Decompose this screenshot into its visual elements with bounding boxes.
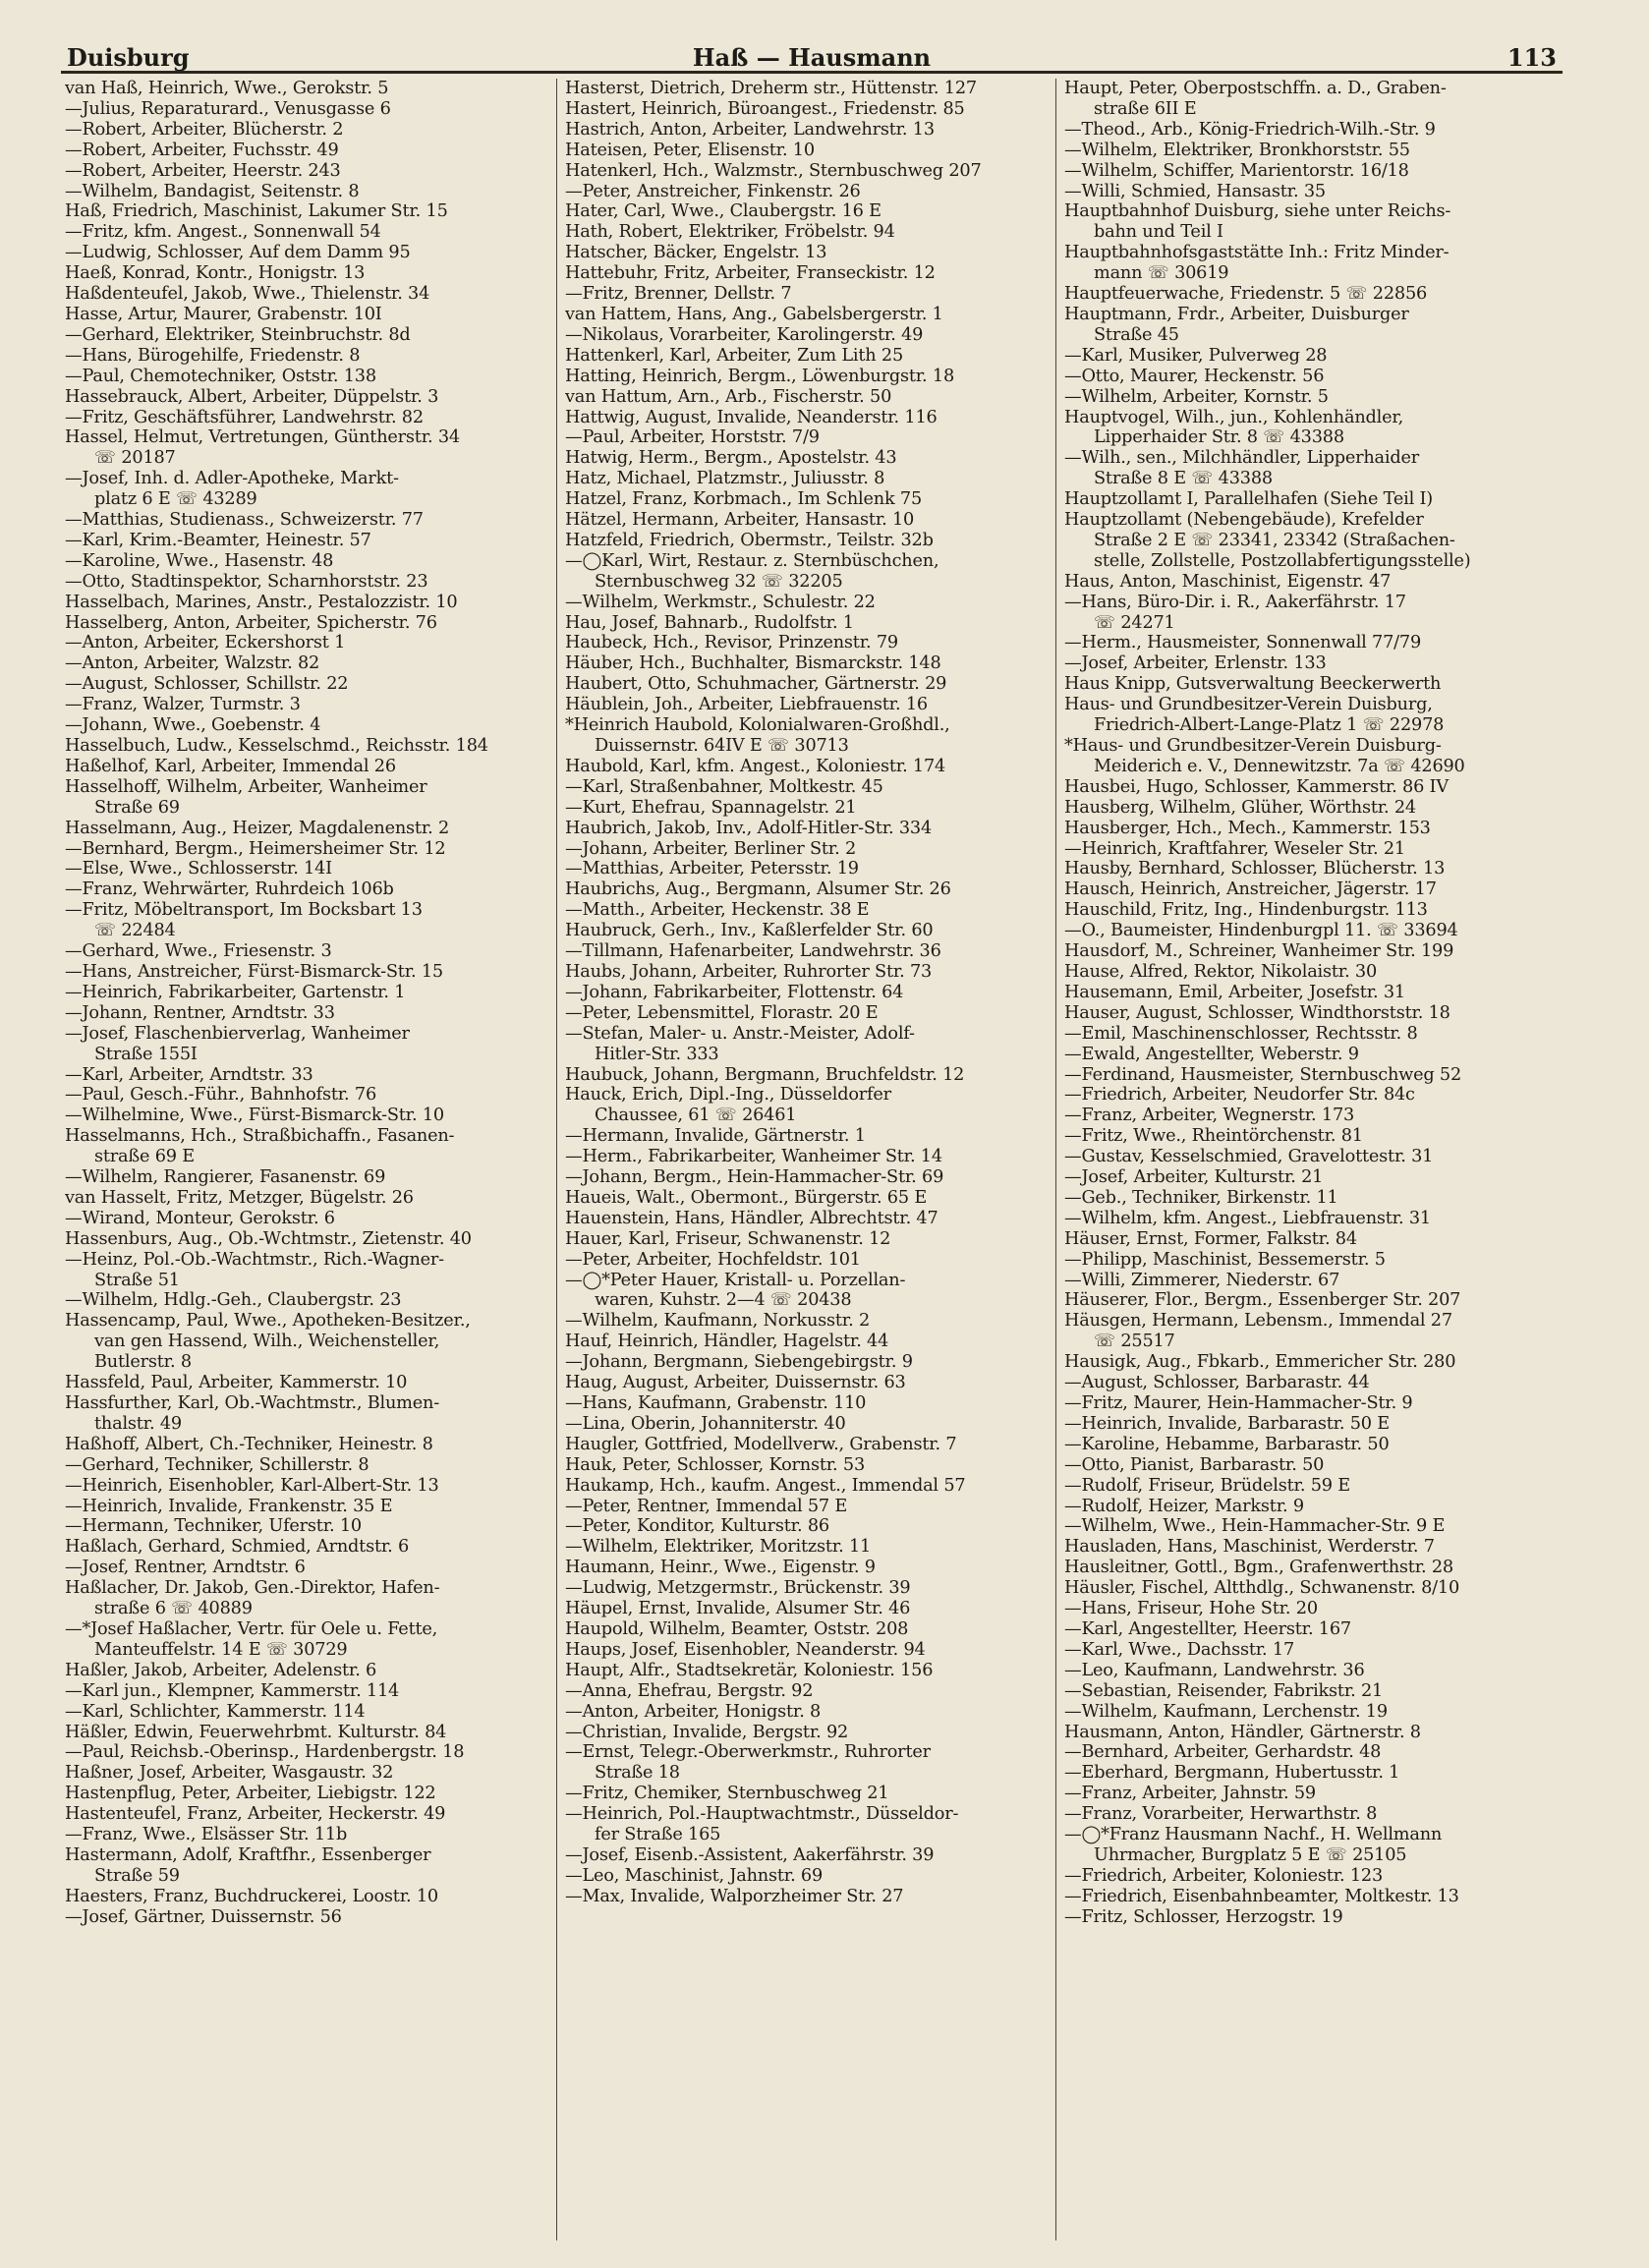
directory-entry: —Geb., Techniker, Birkenstr. 11 xyxy=(1064,1187,1338,1208)
directory-entry: Sternbuschweg 32 ☏ 32205 xyxy=(595,571,843,592)
directory-entry: Hasselmanns, Hch., Straßbichaffn., Fasanen- xyxy=(65,1126,455,1147)
directory-entry: Hatzel, Franz, Korbmach., Im Schlenk 75 xyxy=(565,489,922,510)
directory-entry: Haßlacher, Dr. Jakob, Gen.-Direktor, Hafen- xyxy=(65,1578,440,1599)
directory-entry: —Franz, Wehrwärter, Ruhrdeich 106b xyxy=(65,879,394,900)
directory-entry: —Otto, Pianist, Barbarastr. 50 xyxy=(1064,1454,1325,1475)
directory-entry: —Paul, Reichsb.-Oberinsp., Hardenbergstr. 18 xyxy=(65,1742,465,1763)
directory-entry: —Gerhard, Techniker, Schillerstr. 8 xyxy=(65,1454,370,1475)
directory-entry: Haups, Josef, Eisenhobler, Neanderstr. 94 xyxy=(565,1639,926,1660)
directory-entry: Haubert, Otto, Schuhmacher, Gärtnerstr. 29 xyxy=(565,674,947,695)
directory-entry: Straße 51 xyxy=(94,1270,180,1290)
directory-entry: ☏ 22484 xyxy=(94,921,176,941)
directory-entry: —Ludwig, Schlosser, Auf dem Damm 95 xyxy=(65,243,411,263)
directory-entry: Hatwig, Herm., Bergm., Apostelstr. 43 xyxy=(565,448,897,469)
directory-entry: Hasselhoff, Wilhelm, Arbeiter, Wanheimer xyxy=(65,776,427,797)
directory-entry: —Johann, Arbeiter, Berliner Str. 2 xyxy=(565,838,857,859)
directory-entry: Hauser, August, Schlosser, Windthorststr. 18 xyxy=(1064,1002,1450,1023)
directory-entry: Haupold, Wilhelm, Beamter, Oststr. 208 xyxy=(565,1618,909,1639)
directory-entry: Hitler-Str. 333 xyxy=(595,1044,719,1064)
directory-entry: —Stefan, Maler- u. Anstr.-Meister, Adolf- xyxy=(565,1023,915,1044)
directory-entry: Hauck, Erich, Dipl.-Ing., Düsseldorfer xyxy=(565,1085,891,1106)
directory-entry: —Wilhelm, Werkmstr., Schulestr. 22 xyxy=(565,592,876,612)
directory-entry: —Heinrich, Fabrikarbeiter, Gartenstr. 1 xyxy=(65,982,406,1002)
directory-entry: Straße 45 xyxy=(1094,324,1179,345)
directory-entry: —Kurt, Ehefrau, Spannagelstr. 21 xyxy=(565,797,857,818)
directory-entry: Straße 8 E ☏ 43388 xyxy=(1094,469,1273,489)
directory-entry: Hausdorf, M., Schreiner, Wanheimer Str. 199 xyxy=(1064,941,1454,962)
directory-entry: Haus- und Grundbesitzer-Verein Duisburg, xyxy=(1064,695,1433,715)
directory-entry: —Leo, Maschinist, Jahnstr. 69 xyxy=(565,1865,824,1886)
directory-entry: Hatting, Heinrich, Bergm., Löwenburgstr. 18 xyxy=(565,366,955,386)
directory-entry: Hasterst, Dietrich, Dreherm str., Hüttenstr. 127 xyxy=(565,79,977,98)
directory-entry: —Franz, Walzer, Turmstr. 3 xyxy=(65,695,301,715)
directory-entry: —Robert, Arbeiter, Heerstr. 243 xyxy=(65,160,341,181)
directory-entry: —Karl, Krim.-Beamter, Heinestr. 57 xyxy=(65,530,371,550)
directory-entry: —Karl jun., Klempner, Kammerstr. 114 xyxy=(65,1680,400,1701)
directory-entry: —Wilhelm, Hdlg.-Geh., Claubergstr. 23 xyxy=(65,1290,402,1311)
directory-entry: Haupt, Alfr., Stadtsekretär, Koloniestr. 156 xyxy=(565,1660,934,1680)
directory-entry: —Emil, Maschinenschlosser, Rechtsstr. 8 xyxy=(1064,1023,1418,1044)
directory-entry: —Wirand, Monteur, Gerokstr. 6 xyxy=(65,1208,335,1228)
directory-entry: —Herm., Hausmeister, Sonnenwall 77/79 xyxy=(1064,633,1422,653)
directory-entry: straße 6II E xyxy=(1094,98,1197,119)
directory-entry: —Peter, Arbeiter, Hochfeldstr. 101 xyxy=(565,1249,861,1270)
directory-entry: —Peter, Anstreicher, Finkenstr. 26 xyxy=(565,181,861,201)
directory-entry: Hauptzollamt (Nebengebäude), Krefelder xyxy=(1064,510,1424,531)
directory-entry: —Willi, Schmied, Hansastr. 35 xyxy=(1064,181,1326,201)
directory-entry: —Josef, Gärtner, Duissernstr. 56 xyxy=(65,1906,342,1927)
directory-entry: —Franz, Vorarbeiter, Herwarthstr. 8 xyxy=(1064,1804,1378,1825)
header-range: Haß — Hausmann xyxy=(692,43,932,72)
directory-entry: Hause, Alfred, Rektor, Nikolaistr. 30 xyxy=(1064,961,1378,982)
directory-entry: Hassfurther, Karl, Ob.-Wachtmstr., Blumen- xyxy=(65,1393,439,1413)
directory-entry: —Paul, Chemotechniker, Oststr. 138 xyxy=(65,366,376,386)
directory-entry: Hassenburs, Aug., Ob.-Wchtmstr., Zietenstr. 40 xyxy=(65,1228,472,1249)
directory-entry: thalstr. 49 xyxy=(94,1413,182,1434)
directory-column-2 xyxy=(565,79,1052,2240)
directory-entry: Haßner, Josef, Arbeiter, Wasgaustr. 32 xyxy=(65,1763,394,1784)
page-header xyxy=(61,37,1563,74)
directory-entry: van Hattum, Arn., Arb., Fischerstr. 50 xyxy=(565,386,892,407)
directory-entry: —Wilhelm, kfm. Angest., Liebfrauenstr. 31 xyxy=(1064,1208,1431,1228)
directory-entry: Straße 59 xyxy=(94,1865,180,1886)
directory-entry: *Heinrich Haubold, Kolonialwaren-Großhdl., xyxy=(565,715,950,736)
directory-entry: Hatenkerl, Hch., Walzmstr., Sternbuschweg 207 xyxy=(565,160,982,181)
directory-entry: —Friedrich, Arbeiter, Koloniestr. 123 xyxy=(1064,1865,1384,1886)
directory-entry: —Peter, Rentner, Immendal 57 E xyxy=(565,1496,848,1516)
directory-entry: Friedrich-Albert-Lange-Platz 1 ☏ 22978 xyxy=(1094,715,1445,736)
directory-entry: —Josef, Arbeiter, Erlenstr. 133 xyxy=(1064,653,1327,674)
directory-entry: Hausladen, Hans, Maschinist, Werderstr. 7 xyxy=(1064,1537,1435,1558)
directory-entry: Hausigk, Aug., Fbkarb., Emmericher Str. 280 xyxy=(1064,1352,1456,1373)
directory-entry: —Karl, Schlichter, Kammerstr. 114 xyxy=(65,1701,366,1722)
directory-entry: —Fritz, Wwe., Rheintörchenstr. 81 xyxy=(1064,1126,1363,1147)
directory-entry: Hastenteufel, Franz, Arbeiter, Heckerstr. 49 xyxy=(65,1804,446,1825)
directory-entry: —Josef, Inh. d. Adler-Apotheke, Markt- xyxy=(65,469,399,489)
directory-entry: —Karl, Musiker, Pulverweg 28 xyxy=(1064,345,1328,366)
directory-entry: Hater, Carl, Wwe., Claubergstr. 16 E xyxy=(565,201,881,222)
directory-entry: Häusgen, Hermann, Lebensm., Immendal 27 xyxy=(1064,1311,1452,1332)
directory-entry: Hassencamp, Paul, Wwe., Apotheken-Besitzer., xyxy=(65,1311,471,1332)
directory-entry: —August, Schlosser, Schillstr. 22 xyxy=(65,674,349,695)
directory-entry: —Matthias, Studienass., Schweizerstr. 77 xyxy=(65,510,424,531)
directory-entry: Hatzfeld, Friedrich, Obermstr., Teilstr. 32b xyxy=(565,530,934,550)
directory-entry: Hassel, Helmut, Vertretungen, Güntherstr. 34 xyxy=(65,427,460,448)
directory-entry: Hauenstein, Hans, Händler, Albrechtstr. 47 xyxy=(565,1208,938,1228)
directory-entry: Butlerstr. 8 xyxy=(94,1352,192,1373)
directory-entry: —Bernhard, Arbeiter, Gerhardstr. 48 xyxy=(1064,1742,1382,1763)
directory-entry: —Julius, Reparaturard., Venusgasse 6 xyxy=(65,98,391,119)
directory-entry: van Hattem, Hans, Ang., Gabelsbergerstr. 1 xyxy=(565,304,943,324)
directory-entry: Haug, August, Arbeiter, Duissernstr. 63 xyxy=(565,1373,906,1393)
directory-entry: —Hans, Friseur, Hohe Str. 20 xyxy=(1064,1599,1318,1619)
directory-entry: —Wilhelm, Kaufmann, Lerchenstr. 19 xyxy=(1064,1701,1388,1722)
directory-entry: Häuber, Hch., Buchhalter, Bismarckstr. 148 xyxy=(565,653,941,674)
directory-entry: platz 6 E ☏ 43289 xyxy=(94,489,257,510)
directory-entry: Haubs, Johann, Arbeiter, Ruhrorter Str. 73 xyxy=(565,961,933,982)
directory-entry: Haukamp, Hch., kaufm. Angest., Immendal 57 xyxy=(565,1475,966,1496)
directory-entry: —Wilh., sen., Milchhändler, Lipperhaider xyxy=(1064,448,1419,469)
column-divider xyxy=(1055,79,1056,2240)
directory-entry: —Peter, Lebensmittel, Florastr. 20 E xyxy=(565,1002,879,1023)
directory-entry: —Robert, Arbeiter, Fuchsstr. 49 xyxy=(65,140,339,160)
directory-entry: —Heinz, Pol.-Ob.-Wachtmstr., Rich.-Wagner- xyxy=(65,1249,444,1270)
directory-entry: —Wilhelm, Elektriker, Moritzstr. 11 xyxy=(565,1537,872,1558)
directory-entry: Hateisen, Peter, Elisenstr. 10 xyxy=(565,140,815,160)
directory-entry: —Bernhard, Bergm., Heimersheimer Str. 12 xyxy=(65,838,446,859)
header-city: Duisburg xyxy=(67,43,190,72)
directory-entry: —Eberhard, Bergmann, Hubertusstr. 1 xyxy=(1064,1763,1400,1784)
directory-entry: waren, Kuhstr. 2—4 ☏ 20438 xyxy=(595,1290,852,1311)
directory-entry: —Ludwig, Metzgermstr., Brückenstr. 39 xyxy=(565,1578,911,1599)
directory-entry: straße 6 ☏ 40889 xyxy=(94,1599,253,1619)
directory-entry: —Hans, Kaufmann, Grabenstr. 110 xyxy=(565,1393,867,1413)
directory-entry: —Hermann, Techniker, Uferstr. 10 xyxy=(65,1516,362,1537)
directory-entry: straße 69 E xyxy=(94,1147,195,1167)
directory-entry: Hausemann, Emil, Arbeiter, Josefstr. 31 xyxy=(1064,982,1405,1002)
directory-entry: Hattenkerl, Karl, Arbeiter, Zum Lith 25 xyxy=(565,345,904,366)
directory-entry: —Josef, Arbeiter, Kulturstr. 21 xyxy=(1064,1167,1324,1188)
directory-entry: —Josef, Eisenb.-Assistent, Aakerfährstr. 39 xyxy=(565,1844,935,1865)
directory-entry: —Sebastian, Reisender, Fabrikstr. 21 xyxy=(1064,1680,1384,1701)
directory-entry: Hasselberg, Anton, Arbeiter, Spicherstr. 76 xyxy=(65,612,437,633)
directory-entry: —Karl, Arbeiter, Arndtstr. 33 xyxy=(65,1064,313,1085)
directory-entry: Hauptfeuerwache, Friedenstr. 5 ☏ 22856 xyxy=(1064,284,1428,305)
directory-entry: Straße 2 E ☏ 23341, 23342 (Straßachen- xyxy=(1094,530,1455,550)
directory-entry: Haubrich, Jakob, Inv., Adolf-Hitler-Str. 334 xyxy=(565,818,933,838)
directory-entry: —Karoline, Wwe., Hasenstr. 48 xyxy=(65,550,334,571)
directory-entry: Haubrichs, Aug., Bergmann, Alsumer Str. 26 xyxy=(565,879,951,900)
directory-entry: —Fritz, Möbeltransport, Im Bocksbart 13 xyxy=(65,900,423,921)
directory-entry: —Wilhelmine, Wwe., Fürst-Bismarck-Str. 10 xyxy=(65,1106,444,1126)
directory-entry: —Wilhelm, Schiffer, Marientorstr. 16/18 xyxy=(1064,160,1409,181)
directory-entry: —Johann, Fabrikarbeiter, Flottenstr. 64 xyxy=(565,982,904,1002)
directory-entry: —Fritz, Chemiker, Sternbuschweg 21 xyxy=(565,1784,889,1804)
directory-entry: Hauptmann, Frdr., Arbeiter, Duisburger xyxy=(1064,304,1409,324)
directory-entry: Haupt, Peter, Oberpostschffn. a. D., Graben- xyxy=(1064,79,1447,98)
directory-entry: Hatscher, Bäcker, Engelstr. 13 xyxy=(565,243,827,263)
directory-entry: —*Josef Haßlacher, Vertr. für Oele u. Fette, xyxy=(65,1618,438,1639)
directory-entry: Häuser, Ernst, Former, Falkstr. 84 xyxy=(1064,1228,1357,1249)
directory-entry: Straße 69 xyxy=(94,797,180,818)
directory-entry: *Haus- und Grundbesitzer-Verein Duisburg- xyxy=(1064,736,1442,756)
directory-entry: Straße 18 xyxy=(595,1763,680,1784)
directory-entry: stelle, Zollstelle, Postzollabfertigungsstelle) xyxy=(1094,550,1471,571)
directory-entry: Hauptbahnhof Duisburg, siehe unter Reichs- xyxy=(1064,201,1451,222)
directory-entry: —Heinrich, Pol.-Hauptwachtmstr., Düsseldor- xyxy=(565,1804,959,1825)
directory-entry: Hauk, Peter, Schlosser, Kornstr. 53 xyxy=(565,1454,866,1475)
directory-entry: Haßler, Jakob, Arbeiter, Adelenstr. 6 xyxy=(65,1660,377,1680)
directory-entry: —Matthias, Arbeiter, Petersstr. 19 xyxy=(565,859,859,879)
directory-entry: Hausby, Bernhard, Schlosser, Blücherstr. 13 xyxy=(1064,859,1446,879)
directory-entry: —Matth., Arbeiter, Heckenstr. 38 E xyxy=(565,900,870,921)
directory-entry: —◯*Franz Hausmann Nachf., H. Wellmann xyxy=(1064,1825,1443,1845)
directory-entry: ☏ 25517 xyxy=(1094,1332,1175,1352)
directory-entry: Haß, Friedrich, Maschinist, Lakumer Str. 15 xyxy=(65,201,448,222)
directory-entry: —Ernst, Telegr.-Oberwerkmstr., Ruhrorter xyxy=(565,1742,931,1763)
directory-entry: Meiderich e. V., Dennewitzstr. 7a ☏ 42690 xyxy=(1094,756,1465,776)
directory-entry: —Heinrich, Eisenhobler, Karl-Albert-Str. 13 xyxy=(65,1475,439,1496)
directory-entry: Haßelhof, Karl, Arbeiter, Immendal 26 xyxy=(65,756,396,776)
directory-entry: —Anton, Arbeiter, Walzstr. 82 xyxy=(65,653,320,674)
directory-entry: —Leo, Kaufmann, Landwehrstr. 36 xyxy=(1064,1660,1365,1680)
directory-column-1 xyxy=(65,79,551,2240)
directory-entry: —Willi, Zimmerer, Niederstr. 67 xyxy=(1064,1270,1340,1290)
directory-entry: —Herm., Fabrikarbeiter, Wanheimer Str. 14 xyxy=(565,1147,942,1167)
directory-entry: —Johann, Wwe., Goebenstr. 4 xyxy=(65,715,321,736)
directory-entry: Haus, Anton, Maschinist, Eigenstr. 47 xyxy=(1064,571,1392,592)
directory-entry: Hastrich, Anton, Arbeiter, Landwehrstr. 13 xyxy=(565,119,935,140)
directory-entry: Häuserer, Flor., Bergm., Essenberger Str. 207 xyxy=(1064,1290,1461,1311)
directory-entry: —Wilhelm, Kaufmann, Norkusstr. 2 xyxy=(565,1311,871,1332)
directory-entry: —Paul, Gesch.-Führ., Bahnhofstr. 76 xyxy=(65,1085,376,1106)
directory-entry: Hastermann, Adolf, Kraftfhr., Essenberger xyxy=(65,1844,431,1865)
directory-entry: Hastert, Heinrich, Büroangest., Friedenstr. 85 xyxy=(565,98,965,119)
directory-entry: Häublein, Joh., Arbeiter, Liebfrauenstr. 16 xyxy=(565,695,928,715)
directory-entry: —Karl, Angestellter, Heerstr. 167 xyxy=(1064,1618,1351,1639)
directory-entry: —Johann, Rentner, Arndtstr. 33 xyxy=(65,1002,335,1023)
directory-entry: Hatz, Michael, Platzmstr., Juliusstr. 8 xyxy=(565,469,885,489)
directory-entry: Haueis, Walt., Obermont., Bürgerstr. 65 E xyxy=(565,1187,928,1208)
directory-entry: —◯*Peter Hauer, Kristall- u. Porzellan- xyxy=(565,1270,906,1290)
directory-entry: —Wilhelm, Rangierer, Fasanenstr. 69 xyxy=(65,1167,386,1188)
directory-entry: Straße 155I xyxy=(94,1044,198,1064)
directory-entry: —Johann, Bergmann, Siebengebirgstr. 9 xyxy=(565,1352,913,1373)
directory-entry: ☏ 24271 xyxy=(1094,612,1175,633)
directory-entry: Hastenpflug, Peter, Arbeiter, Liebigstr. 122 xyxy=(65,1784,436,1804)
directory-entry: Hasselbach, Marines, Anstr., Pestalozzistr. 10 xyxy=(65,592,458,612)
directory-entry: Hauptvogel, Wilh., jun., Kohlenhändler, xyxy=(1064,407,1404,427)
page-number: 113 xyxy=(1507,43,1557,72)
directory-entry: van Haß, Heinrich, Wwe., Gerokstr. 5 xyxy=(65,79,389,98)
directory-entry: —Rudolf, Heizer, Markstr. 9 xyxy=(1064,1496,1304,1516)
directory-entry: —Heinrich, Kraftfahrer, Weseler Str. 21 xyxy=(1064,838,1405,859)
directory-entry: Hassfeld, Paul, Arbeiter, Kammerstr. 10 xyxy=(65,1373,408,1393)
directory-entry: —Ferdinand, Hausmeister, Sternbuschweg 52 xyxy=(1064,1064,1462,1085)
directory-entry: —Gerhard, Wwe., Friesenstr. 3 xyxy=(65,941,332,962)
directory-entry: —Fritz, Maurer, Hein-Hammacher-Str. 9 xyxy=(1064,1393,1413,1413)
directory-entry: Uhrmacher, Burgplatz 5 E ☏ 25105 xyxy=(1094,1844,1407,1865)
directory-entry: —Philipp, Maschinist, Bessemerstr. 5 xyxy=(1064,1249,1386,1270)
directory-entry: Hattebuhr, Fritz, Arbeiter, Franseckistr. 12 xyxy=(565,263,936,284)
directory-entry: Hausch, Heinrich, Anstreicher, Jägerstr. 17 xyxy=(1064,879,1437,900)
directory-entry: Hasselmann, Aug., Heizer, Magdalenenstr. 2 xyxy=(65,818,450,838)
directory-entry: van gen Hassend, Wilh., Weichensteller, xyxy=(94,1332,440,1352)
directory-entry: —Hans, Büro-Dir. i. R., Aakerfährstr. 17 xyxy=(1064,592,1406,612)
directory-entry: Haßhoff, Albert, Ch.-Techniker, Heinestr. 8 xyxy=(65,1434,433,1454)
directory-entry: —Theod., Arb., König-Friedrich-Wilh.-Str. 9 xyxy=(1064,119,1436,140)
directory-entry: van Hasselt, Fritz, Metzger, Bügelstr. 26 xyxy=(65,1187,414,1208)
directory-entry: —Max, Invalide, Walporzheimer Str. 27 xyxy=(565,1886,904,1906)
directory-entry: —Franz, Wwe., Elsässer Str. 11b xyxy=(65,1825,348,1845)
column-divider xyxy=(556,79,557,2240)
directory-entry: —Christian, Invalide, Bergstr. 92 xyxy=(565,1722,849,1742)
directory-entry: Haugler, Gottfried, Modellverw., Grabenstr. 7 xyxy=(565,1434,957,1454)
directory-entry: Hätzel, Hermann, Arbeiter, Hansastr. 10 xyxy=(565,510,915,531)
directory-entry: Haubeck, Hch., Revisor, Prinzenstr. 79 xyxy=(565,633,898,653)
directory-entry: Hausberg, Wilhelm, Glüher, Wörthstr. 24 xyxy=(1064,797,1416,818)
directory-entry: Haubold, Karl, kfm. Angest., Koloniestr. 174 xyxy=(565,756,946,776)
directory-entry: —◯Karl, Wirt, Restaur. z. Sternbüschchen, xyxy=(565,550,939,571)
directory-entry: Hauer, Karl, Friseur, Schwanenstr. 12 xyxy=(565,1228,891,1249)
directory-entry: —Ewald, Angestellter, Weberstr. 9 xyxy=(1064,1044,1359,1064)
directory-entry: —Wilhelm, Bandagist, Seitenstr. 8 xyxy=(65,181,360,201)
directory-entry: —Gerhard, Elektriker, Steinbruchstr. 8d xyxy=(65,324,411,345)
directory-entry: —Rudolf, Friseur, Brüdelstr. 59 E xyxy=(1064,1475,1350,1496)
directory-entry: Häupel, Ernst, Invalide, Alsumer Str. 46 xyxy=(565,1599,911,1619)
directory-entry: —Anton, Arbeiter, Honigstr. 8 xyxy=(565,1701,822,1722)
directory-entry: —Otto, Maurer, Heckenstr. 56 xyxy=(1064,366,1325,386)
directory-entry: —Karl, Straßenbahner, Moltkestr. 45 xyxy=(565,776,883,797)
directory-entry: —Heinrich, Invalide, Barbarastr. 50 E xyxy=(1064,1413,1390,1434)
directory-entry: —Friedrich, Eisenbahnbeamter, Moltkestr. 13 xyxy=(1064,1886,1459,1906)
directory-entry: Häßler, Edwin, Feuerwehrbmt. Kulturstr. 84 xyxy=(65,1722,447,1742)
directory-entry: —Hans, Anstreicher, Fürst-Bismarck-Str. 15 xyxy=(65,961,443,982)
directory-entry: Hattwig, August, Invalide, Neanderstr. 116 xyxy=(565,407,938,427)
directory-entry: —Hermann, Invalide, Gärtnerstr. 1 xyxy=(565,1126,866,1147)
directory-entry: Hau, Josef, Bahnarb., Rudolfstr. 1 xyxy=(565,612,854,633)
directory-entry: fer Straße 165 xyxy=(595,1825,721,1845)
directory-entry: —Fritz, Brenner, Dellstr. 7 xyxy=(565,284,792,305)
directory-entry: Haeß, Konrad, Kontr., Honigstr. 13 xyxy=(65,263,366,284)
directory-entry: Haubuck, Johann, Bergmann, Bruchfeldstr. 12 xyxy=(565,1064,965,1085)
directory-entry: —Nikolaus, Vorarbeiter, Karolingerstr. 49 xyxy=(565,324,924,345)
directory-entry: Haßlach, Gerhard, Schmied, Arndtstr. 6 xyxy=(65,1537,410,1558)
directory-entry: —Lina, Oberin, Johanniterstr. 40 xyxy=(565,1413,846,1434)
directory-entry: Chaussee, 61 ☏ 26461 xyxy=(595,1106,797,1126)
directory-entry: —Fritz, Schlosser, Herzogstr. 19 xyxy=(1064,1906,1343,1927)
directory-entry: Haus Knipp, Gutsverwaltung Beeckerwerth xyxy=(1064,674,1442,695)
directory-entry: —O., Baumeister, Hindenburgpl 11. ☏ 33694 xyxy=(1064,921,1458,941)
directory-entry: —Wilhelm, Arbeiter, Kornstr. 5 xyxy=(1064,386,1329,407)
directory-entry: —Karl, Wwe., Dachsstr. 17 xyxy=(1064,1639,1295,1660)
directory-column-3 xyxy=(1064,79,1551,2240)
directory-entry: Hath, Robert, Elektriker, Fröbelstr. 94 xyxy=(565,222,895,243)
directory-entry: Hauptzollamt I, Parallelhafen (Siehe Teil I) xyxy=(1064,489,1433,510)
directory-entry: Hauf, Heinrich, Händler, Hagelstr. 44 xyxy=(565,1332,889,1352)
directory-entry: ☏ 20187 xyxy=(94,448,176,469)
directory-entry: —August, Schlosser, Barbarastr. 44 xyxy=(1064,1373,1370,1393)
directory-entry: Hauptbahnhofsgaststätte Inh.: Fritz Minder- xyxy=(1064,243,1450,263)
directory-entry: —Fritz, kfm. Angest., Sonnenwall 54 xyxy=(65,222,381,243)
directory-entry: —Fritz, Geschäftsführer, Landwehrstr. 82 xyxy=(65,407,424,427)
directory-entry: Hauschild, Fritz, Ing., Hindenburgstr. 113 xyxy=(1064,900,1428,921)
directory-entry: —Friedrich, Arbeiter, Neudorfer Str. 84c xyxy=(1064,1085,1415,1106)
directory-entry: —Hans, Bürogehilfe, Friedenstr. 8 xyxy=(65,345,361,366)
directory-entry: Haubruck, Gerh., Inv., Kaßlerfelder Str. 60 xyxy=(565,921,934,941)
directory-entry: —Josef, Rentner, Arndtstr. 6 xyxy=(65,1558,306,1578)
directory-entry: —Robert, Arbeiter, Blücherstr. 2 xyxy=(65,119,344,140)
directory-entry: Lipperhaider Str. 8 ☏ 43388 xyxy=(1094,427,1344,448)
directory-entry: Haßdenteufel, Jakob, Wwe., Thielenstr. 34 xyxy=(65,284,430,305)
directory-entry: —Else, Wwe., Schlosserstr. 14I xyxy=(65,859,332,879)
directory-entry: —Peter, Konditor, Kulturstr. 86 xyxy=(565,1516,829,1537)
directory-entry: bahn und Teil I xyxy=(1094,222,1223,243)
directory-entry: —Karoline, Hebamme, Barbarastr. 50 xyxy=(1064,1434,1390,1454)
directory-entry: Hasselbuch, Ludw., Kesselschmd., Reichsstr. 184 xyxy=(65,736,488,756)
directory-entry: Manteuffelstr. 14 E ☏ 30729 xyxy=(94,1639,348,1660)
directory-entry: mann ☏ 30619 xyxy=(1094,263,1229,284)
directory-entry: Haesters, Franz, Buchdruckerei, Loostr. 10 xyxy=(65,1886,438,1906)
directory-entry: Duissernstr. 64IV E ☏ 30713 xyxy=(595,736,849,756)
directory-entry: —Otto, Stadtinspektor, Scharnhorststr. 23 xyxy=(65,571,428,592)
directory-entry: Hausmann, Anton, Händler, Gärtnerstr. 8 xyxy=(1064,1722,1421,1742)
directory-entry: —Paul, Arbeiter, Horststr. 7/9 xyxy=(565,427,820,448)
directory-entry: Hausbei, Hugo, Schlosser, Kammerstr. 86 IV xyxy=(1064,776,1449,797)
directory-entry: —Johann, Bergm., Hein-Hammacher-Str. 69 xyxy=(565,1167,944,1188)
directory-entry: —Josef, Flaschenbierverlag, Wanheimer xyxy=(65,1023,410,1044)
directory-entry: Haumann, Heinr., Wwe., Eigenstr. 9 xyxy=(565,1558,876,1578)
directory-entry: —Anton, Arbeiter, Eckershorst 1 xyxy=(65,633,346,653)
directory-entry: —Wilhelm, Wwe., Hein-Hammacher-Str. 9 E xyxy=(1064,1516,1446,1537)
directory-entry: Hasse, Artur, Maurer, Grabenstr. 10I xyxy=(65,304,382,324)
directory-entry: —Gustav, Kesselschmied, Gravelottestr. 31 xyxy=(1064,1147,1434,1167)
directory-entry: Häusler, Fischel, Altthdlg., Schwanenstr. 8/10 xyxy=(1064,1578,1460,1599)
directory-entry: —Anna, Ehefrau, Bergstr. 92 xyxy=(565,1680,814,1701)
directory-entry: —Tillmann, Hafenarbeiter, Landwehrstr. 36 xyxy=(565,941,941,962)
directory-entry: —Franz, Arbeiter, Jahnstr. 59 xyxy=(1064,1784,1316,1804)
directory-entry: Hassebrauck, Albert, Arbeiter, Düppelstr. 3 xyxy=(65,386,439,407)
directory-entry: —Wilhelm, Elektriker, Bronkhorststr. 55 xyxy=(1064,140,1410,160)
directory-entry: —Heinrich, Invalide, Frankenstr. 35 E xyxy=(65,1496,393,1516)
directory-entry: Hausberger, Hch., Mech., Kammerstr. 153 xyxy=(1064,818,1431,838)
directory-entry: —Franz, Arbeiter, Wegnerstr. 173 xyxy=(1064,1106,1355,1126)
directory-entry: Hausleitner, Gottl., Bgm., Grafenwerthstr. 28 xyxy=(1064,1558,1453,1578)
